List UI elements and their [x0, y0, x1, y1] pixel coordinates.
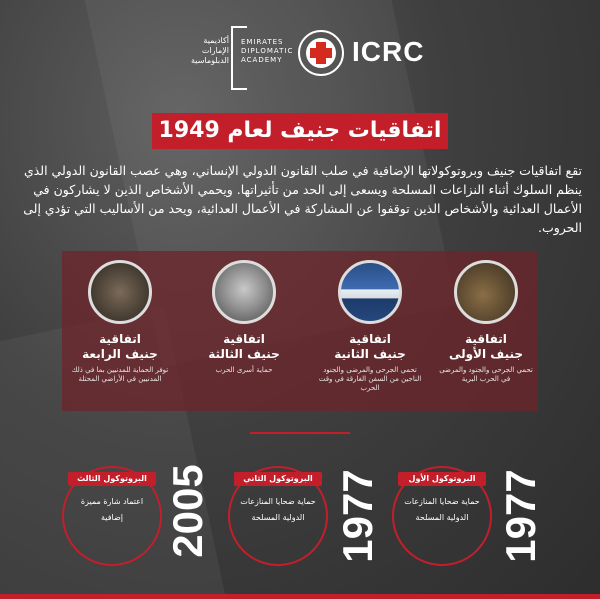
icrc-wordmark: ICRC: [352, 36, 425, 67]
civilians-photo: [88, 260, 152, 324]
protocol-circle-first: [392, 466, 492, 566]
protocol-text: حماية ضحايا المنازعات الدولية المسلحة: [404, 497, 480, 522]
eda-english-name: [241, 38, 293, 65]
protocol-text: حماية ضحايا المنازعات الدولية المسلحة: [240, 497, 316, 522]
eda-en-line: DIPLOMATIC: [241, 47, 294, 55]
eda-logo: [187, 26, 294, 88]
hospital-ship-photo: [338, 260, 402, 324]
footer-accent-bar: [0, 594, 600, 599]
protocol-text: اعتماد شارة مميزة إضافية: [80, 497, 144, 522]
prisoners-photo: [212, 260, 276, 324]
convention-card-second: [318, 260, 422, 393]
protocol-circle-third: [62, 466, 162, 566]
eda-ar-line: أكاديمية: [203, 36, 229, 45]
convention-description: تحمي الجرحى والمرضى والجنود الناجين من السفن الغارقة في وقت الحرب: [318, 366, 422, 392]
protocol-label: البروتوكول الثاني: [234, 472, 322, 486]
convention-name: اتفاقية جنيف الأولى: [448, 332, 524, 361]
eda-en-line: ACADEMY: [241, 56, 283, 64]
protocol-label: البروتوكول الثالث: [68, 472, 156, 486]
convention-name: اتفاقية جنيف الثالثة: [208, 332, 280, 361]
convention-name: اتفاقية جنيف الثانية: [334, 332, 406, 361]
red-cross-emblem-icon: [298, 30, 344, 76]
convention-description: حماية أسرى الحرب: [215, 366, 273, 374]
eda-en-line: EMIRATES: [241, 38, 284, 46]
convention-card-third: [192, 260, 296, 375]
protocol-year: 1977: [497, 469, 544, 563]
convention-description: توفر الحماية للمدنيين بما في ذلك المدنيين في الأراضي المحتلة: [71, 366, 169, 383]
soldiers-photo: [454, 260, 518, 324]
protocol-label: البروتوكول الأول: [398, 472, 486, 486]
convention-name: اتفاقية جنيف الرابعة: [82, 332, 158, 361]
page-title: اتفاقيات جنيف لعام 1949: [152, 113, 448, 149]
intro-paragraph: تقع اتفاقيات جنيف وبروتوكولاتها الإضافية في صلب القانون الدولي الإنساني، وهي عصب القانون الدولي الذي ينظم السلوك أثناء النزاعات المسلحة ويسعى إلى الحد من تأثيراتها. ويحمي الأشخاص الذين لا يشاركون في الأعمال العدائية والأشخاص الذين توقفوا عن المشاركة في الأعمال العدائية، ويحد من الأساليب التي تؤدي إلى الحروب.: [23, 163, 582, 235]
protocol-year: 1977: [334, 469, 381, 563]
eda-ar-line: الدبلوماسية: [191, 56, 229, 65]
protocol-year: 2005: [164, 464, 211, 558]
icrc-logo: [298, 30, 428, 76]
protocol-circle-second: [228, 466, 328, 566]
eda-ar-line: الإمارات: [201, 46, 229, 55]
eda-arabic-name: [169, 36, 229, 66]
convention-description: تحمي الجرحى والجنود والمرضى في الحرب البرية: [439, 366, 533, 383]
convention-card-first: [434, 260, 538, 384]
convention-card-fourth: [68, 260, 172, 384]
section-divider: [250, 432, 350, 434]
